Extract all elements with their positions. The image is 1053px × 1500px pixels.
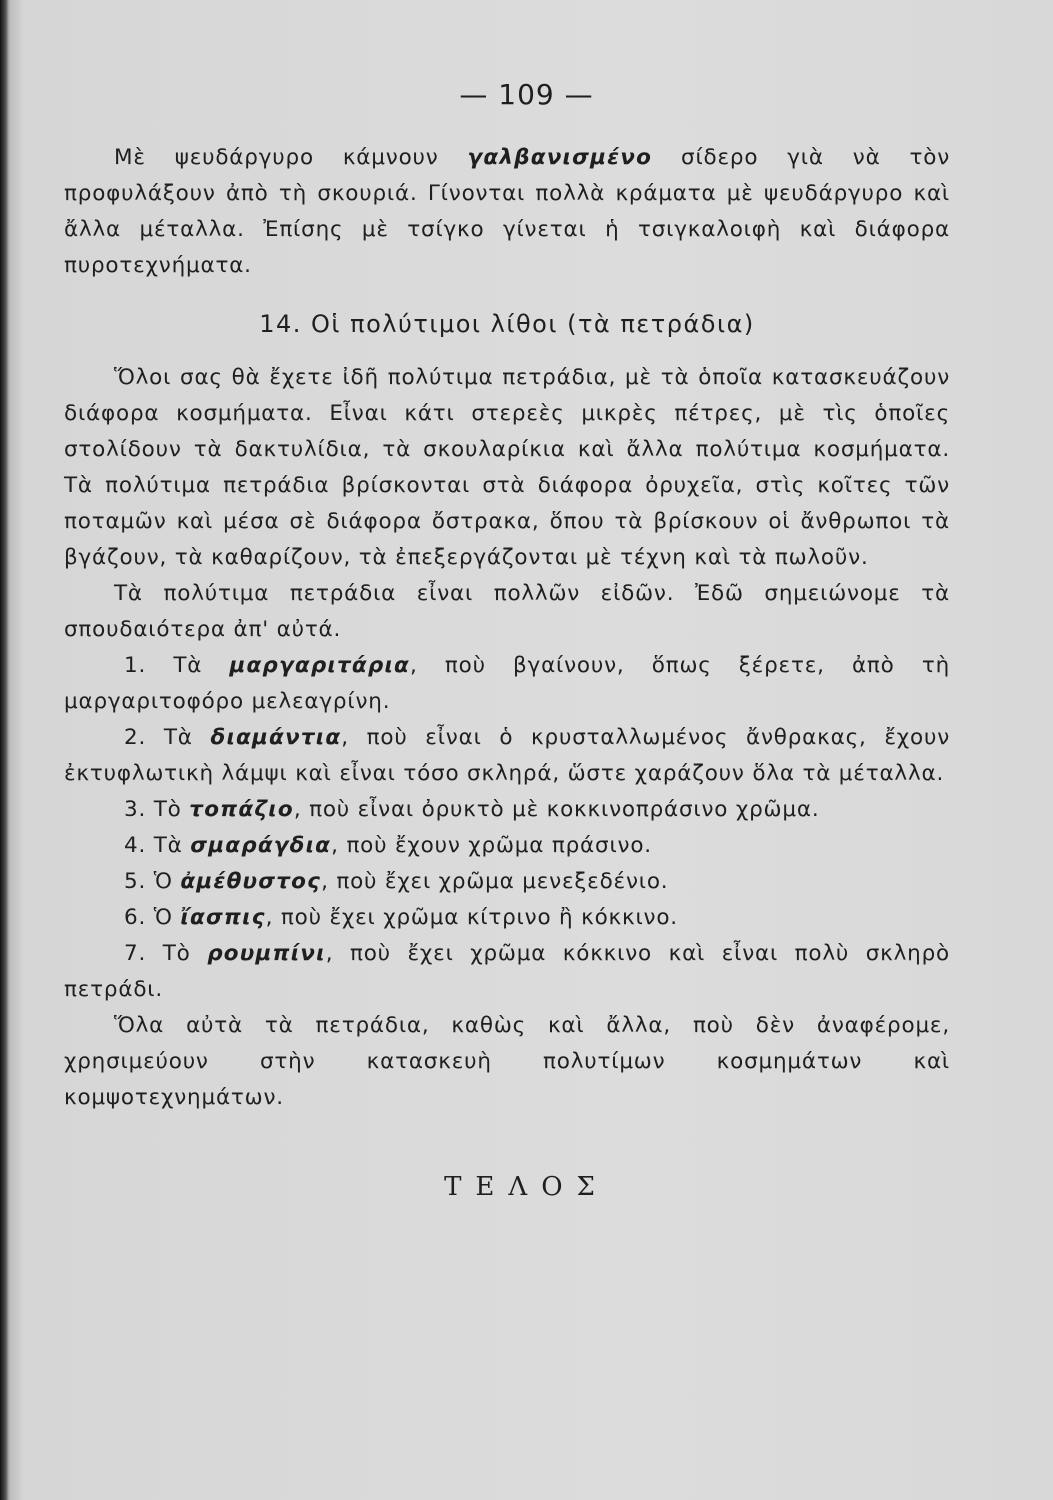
intro-text-1: Μὲ ψευδάργυρο κάμνουν (114, 145, 468, 170)
list-item-article: Τὸ (153, 797, 190, 822)
gem-name: ἀμέθυστος (180, 869, 322, 894)
list-item-article: Τὰ (163, 725, 211, 750)
list-item-article: Τὰ (173, 653, 230, 678)
section-heading: 14. Οἱ πολύτιμοι λίθοι (τὰ πετράδια) (259, 310, 755, 338)
list-item-text: , ποὺ ἔχει χρῶμα μενεξεδένιο. (321, 869, 669, 894)
page-number: — 109 — (459, 78, 594, 111)
list-item-text: , ποὺ εἶναι ὁ κρυσταλλωμένος ἄνθρακας, ἔχουν ἐκτυφλωτικὴ λάμψι καὶ εἶναι τόσο σκληρά, ὥστε χαράζουν ὅλα τὰ μέταλλα. (64, 725, 951, 786)
list-item (64, 648, 950, 720)
gem-list (64, 648, 950, 1008)
list-item-text: , ποὺ ἔχουν χρῶμα πράσινο. (331, 833, 652, 858)
gem-name: μαργαριτάρια (229, 653, 411, 678)
list-item-article: Τὰ (153, 833, 191, 858)
gem-name: διαμάντια (210, 725, 342, 750)
intro-bold-term: γαλβανισμένο (467, 145, 653, 170)
list-item-number: 4. (124, 833, 154, 858)
list-item (64, 900, 950, 936)
paragraph-1: Ὅλοι σας θὰ ἔχετε ἰδῆ πολύτιμα πετράδια, μὲ τὰ ὁποῖα κατασκευάζουν διάφορα κοσμήματα. Εἶναι κάτι στερεὲς μικρὲς πέτρες, μὲ τὶς ὁποῖες στολίδουν τὰ δακτυλίδια, τὰ σκουλαρίκια καὶ ἄλλα πολύτιμα κοσμήματα. Τὰ πολύτιμα πετράδια βρίσκονται στὰ διάφορα ὀρυχεῖα, στὶς κοῖτες τῶν ποταμῶν καὶ μέσα σὲ διάφορα ὄστρακα, ὅπου τὰ βρίσκουν οἱ ἄνθρωποι τὰ βγάζουν, τὰ καθαρίζουν, τὰ ἐπεξεργάζονται μὲ τέχνη καὶ τὰ πωλοῦν. (64, 365, 950, 570)
list-item-number: 6. (124, 905, 154, 930)
list-item-text: , ποὺ βγαίνουν, ὅπως ξέρετε, ἀπὸ τὴ μαργαριτοφόρο μελεαγρίνη. (64, 653, 951, 714)
list-item (64, 792, 950, 828)
paragraph-2: Τὰ πολύτιμα πετράδια εἶναι πολλῶν εἰδῶν. Ἐδῶ σημειώνομε τὰ σπουδαιότερα ἀπ' αὐτά. (64, 581, 950, 642)
list-item-text: , ποὺ ἔχει χρῶμα κόκκινο καὶ εἶναι πολὺ σκληρὸ πετράδι. (64, 941, 950, 1002)
list-item-text: , ποὺ ἔχει χρῶμα κίτρινο ἢ κόκκινο. (265, 905, 678, 930)
list-item (64, 720, 950, 792)
gem-name: ρουμπίνι (207, 941, 326, 966)
list-item-article: Τὸ (162, 941, 208, 966)
gem-name: ἴασπις (180, 905, 266, 930)
end-title: ΤΕΛΟΣ (444, 1172, 609, 1202)
paragraph-3: Ὅλα αὐτὰ τὰ πετράδια, καθὼς καὶ ἄλλα, ποὺ δὲν ἀναφέρομε, χρησιμεύουν στὴν κατασκευὴ πολυτίμων κοσμημάτων καὶ κομψοτεχνημάτων. (64, 1013, 950, 1110)
list-item-text: , ποὺ εἶναι ὀρυκτὸ μὲ κοκκινοπράσινο χρῶμα. (293, 797, 820, 822)
list-item-article: Ὁ (153, 905, 181, 930)
list-item (64, 936, 950, 1008)
intro-paragraph (64, 140, 950, 284)
gem-name: τοπάζιο (189, 797, 294, 822)
list-item-number: 1. (124, 653, 174, 678)
list-item-number: 5. (124, 869, 154, 894)
book-spine-shadow (0, 0, 8, 1500)
list-item-number: 2. (124, 725, 164, 750)
list-item-number: 3. (124, 797, 154, 822)
list-item (64, 864, 950, 900)
page-body (64, 140, 950, 1116)
intro-text-2: σίδερο γιὰ νὰ τὸν προφυλάξουν ἀπὸ τὴ σκουριά. Γίνονται πολλὰ κράματα μὲ ψευδάργυρο καὶ ἄλλα μέταλλα. Ἐπίσης μὲ τσίγκο γίνεται ἡ τσιγκαλοιφὴ καὶ διάφορα πυροτεχνήματα. (64, 145, 951, 278)
list-item (64, 828, 950, 864)
list-item-number: 7. (124, 941, 163, 966)
list-item-article: Ὁ (153, 869, 181, 894)
gem-name: σμαράγδια (190, 833, 332, 858)
